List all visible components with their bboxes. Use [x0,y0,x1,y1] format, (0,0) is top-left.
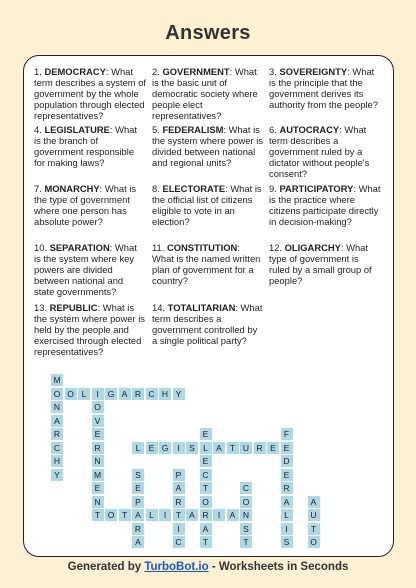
clue-answer: AUTOCRACY [279,124,340,135]
clue-text: : What type of government is ruled by a small group of people? [269,242,372,286]
grid-cell: E [281,442,293,454]
answers-card [23,55,394,557]
clue-number: 11. [152,242,167,253]
grid-cell: G [105,388,117,400]
clue-6 [269,124,381,179]
clue-10 [34,242,146,297]
grid-cell: T [227,442,239,454]
grid-cell: R [51,428,63,440]
grid-cell: I [281,523,293,535]
grid-cell: C [240,482,252,494]
grid-cell: L [78,388,90,400]
grid-cell: Y [51,469,63,481]
grid-cell: A [132,509,144,521]
grid-cell: S [240,523,252,535]
grid-cell: R [200,509,212,521]
grid-cell: R [281,482,293,494]
grid-cell: I [213,509,225,521]
clue-number: 3. [269,66,280,77]
grid-cell: L [200,442,212,454]
clue-number: 6. [269,124,280,135]
grid-cell: R [132,388,144,400]
grid-cell: L [281,509,293,521]
clue-number: 13. [34,302,50,313]
grid-cell: E [92,428,104,440]
clue-answer: FEDERALISM [162,124,224,135]
grid-cell: U [240,442,252,454]
grid-cell: P [132,496,144,508]
clue-answer: MONARCHY [44,183,100,194]
clue-number: 14. [152,302,168,313]
grid-cell: N [51,401,63,413]
clue-answer: CONSTITUTION [166,242,238,253]
footer-suffix: - Worksheets in Seconds [208,561,349,573]
clue-2 [152,66,264,121]
clue-12 [269,242,381,286]
clue-text: : What is the principle that the government derives its authority from the people? [269,66,378,110]
grid-cell: D [281,455,293,467]
footer-brand-link[interactable]: TurboBot.io [144,561,209,573]
clue-answer: OLIGARCHY [284,242,341,253]
clue-text: : What term describes a system of government by the whole population through elected representatives? [34,66,147,121]
page-title: Answers [165,22,251,44]
grid-cell: H [159,388,171,400]
clue-text: : What is the branch of government responsible for making laws? [34,124,137,168]
grid-cell: C [173,536,185,548]
clue-number: 5. [152,124,163,135]
grid-cell: I [173,523,185,535]
clue-number: 4. [34,124,45,135]
grid-cell: A [51,415,63,427]
clue-3 [269,66,381,110]
grid-cell: S [281,536,293,548]
clue-answer: GOVERNMENT [162,66,230,77]
grid-cell: R [92,442,104,454]
clue-text: : What is the basic unit of democratic society where people elect representatives? [152,66,258,121]
clue-1 [34,66,146,121]
clue-answer: TOTALITARIAN [167,302,236,313]
grid-cell: T [119,509,131,521]
grid-cell: Y [173,388,185,400]
grid-cell: O [65,388,77,400]
grid-cell: C [51,442,63,454]
grid-cell: O [51,388,63,400]
clue-number: 1. [34,66,45,77]
grid-cell: I [159,509,171,521]
grid-cell: T [200,482,212,494]
clue-answer: REPUBLIC [49,302,98,313]
grid-cell: T [173,509,185,521]
grid-cell: A [227,509,239,521]
grid-cell: A [132,536,144,548]
clue-answer: LEGISLATURE [44,124,110,135]
clue-text: : What term describes a government ruled by a dictator without people's consent? [269,124,370,179]
grid-cell: L [146,509,158,521]
clue-answer: PARTICIPATORY [279,183,354,194]
grid-cell: A [173,482,185,494]
footer [0,561,416,573]
clue-answer: ELECTORATE [162,183,226,194]
grid-cell: N [92,455,104,467]
grid-cell: S [186,442,198,454]
clue-text: : What is the system where key powers are divided between national and state governments? [34,242,137,297]
grid-cell: U [308,509,320,521]
grid-cell: T [308,523,320,535]
grid-cell: M [51,374,63,386]
grid-cell: E [132,482,144,494]
clue-text: : What term describes a government controlled by a single political party? [152,302,263,346]
grid-cell: O [200,496,212,508]
clue-number: 10. [34,242,50,253]
grid-cell: O [308,536,320,548]
grid-cell: E [200,455,212,467]
clue-8 [152,183,264,227]
clue-text: : What is the type of government where one person has absolute power? [34,183,137,227]
clue-text: : What is the named written plan of government for a country? [152,242,261,286]
grid-cell: H [51,455,63,467]
clue-number: 9. [269,183,280,194]
clue-13 [34,302,146,357]
grid-cell: P [173,469,185,481]
grid-cell: F [281,428,293,440]
grid-cell: R [132,523,144,535]
clue-answer: SOVEREIGNTY [279,66,348,77]
clue-text: : What is the official list of citizens eligible to vote in an election? [152,183,262,227]
grid-cell: E [200,428,212,440]
grid-cell: T [240,536,252,548]
grid-cell: S [132,469,144,481]
grid-cell: R [254,442,266,454]
grid-cell: L [132,442,144,454]
grid-cell: E [146,442,158,454]
clue-9 [269,183,381,227]
clue-14 [152,302,264,346]
clue-text: : What is the practice where citizens participate directly in decision-making? [269,183,381,227]
grid-cell: A [186,509,198,521]
clue-number: 12. [269,242,285,253]
clue-number: 2. [152,66,163,77]
grid-cell: O [105,509,117,521]
footer-prefix: Generated by [67,561,145,573]
clue-4 [34,124,146,168]
clue-7 [34,183,146,227]
grid-cell: N [240,509,252,521]
grid-cell: A [119,388,131,400]
clue-number: 7. [34,183,45,194]
grid-cell: V [92,415,104,427]
clue-text: : What is the system where power is divided between national and regional units? [152,124,263,168]
clue-text: : What is the system where power is held by the people and exercised through elected representatives? [34,302,145,357]
grid-cell: A [200,523,212,535]
clue-number: 8. [152,183,163,194]
clue-5 [152,124,264,168]
grid-cell: E [92,482,104,494]
grid-cell: E [281,469,293,481]
grid-cell: N [92,496,104,508]
clue-answer: DEMOCRACY [44,66,106,77]
grid-cell: M [92,469,104,481]
grid-cell: O [92,401,104,413]
grid-cell: A [213,442,225,454]
grid-cell: E [267,442,279,454]
grid-cell: O [240,496,252,508]
grid-cell: I [173,442,185,454]
clue-answer: SEPARATION [49,242,110,253]
grid-cell: C [146,388,158,400]
grid-cell: A [281,496,293,508]
grid-cell: G [159,442,171,454]
grid-cell: R [173,496,185,508]
grid-cell: T [200,536,212,548]
grid-cell: A [308,496,320,508]
grid-cell: C [200,469,212,481]
grid-cell: I [92,388,104,400]
clue-11 [152,242,264,286]
grid-cell: T [92,509,104,521]
